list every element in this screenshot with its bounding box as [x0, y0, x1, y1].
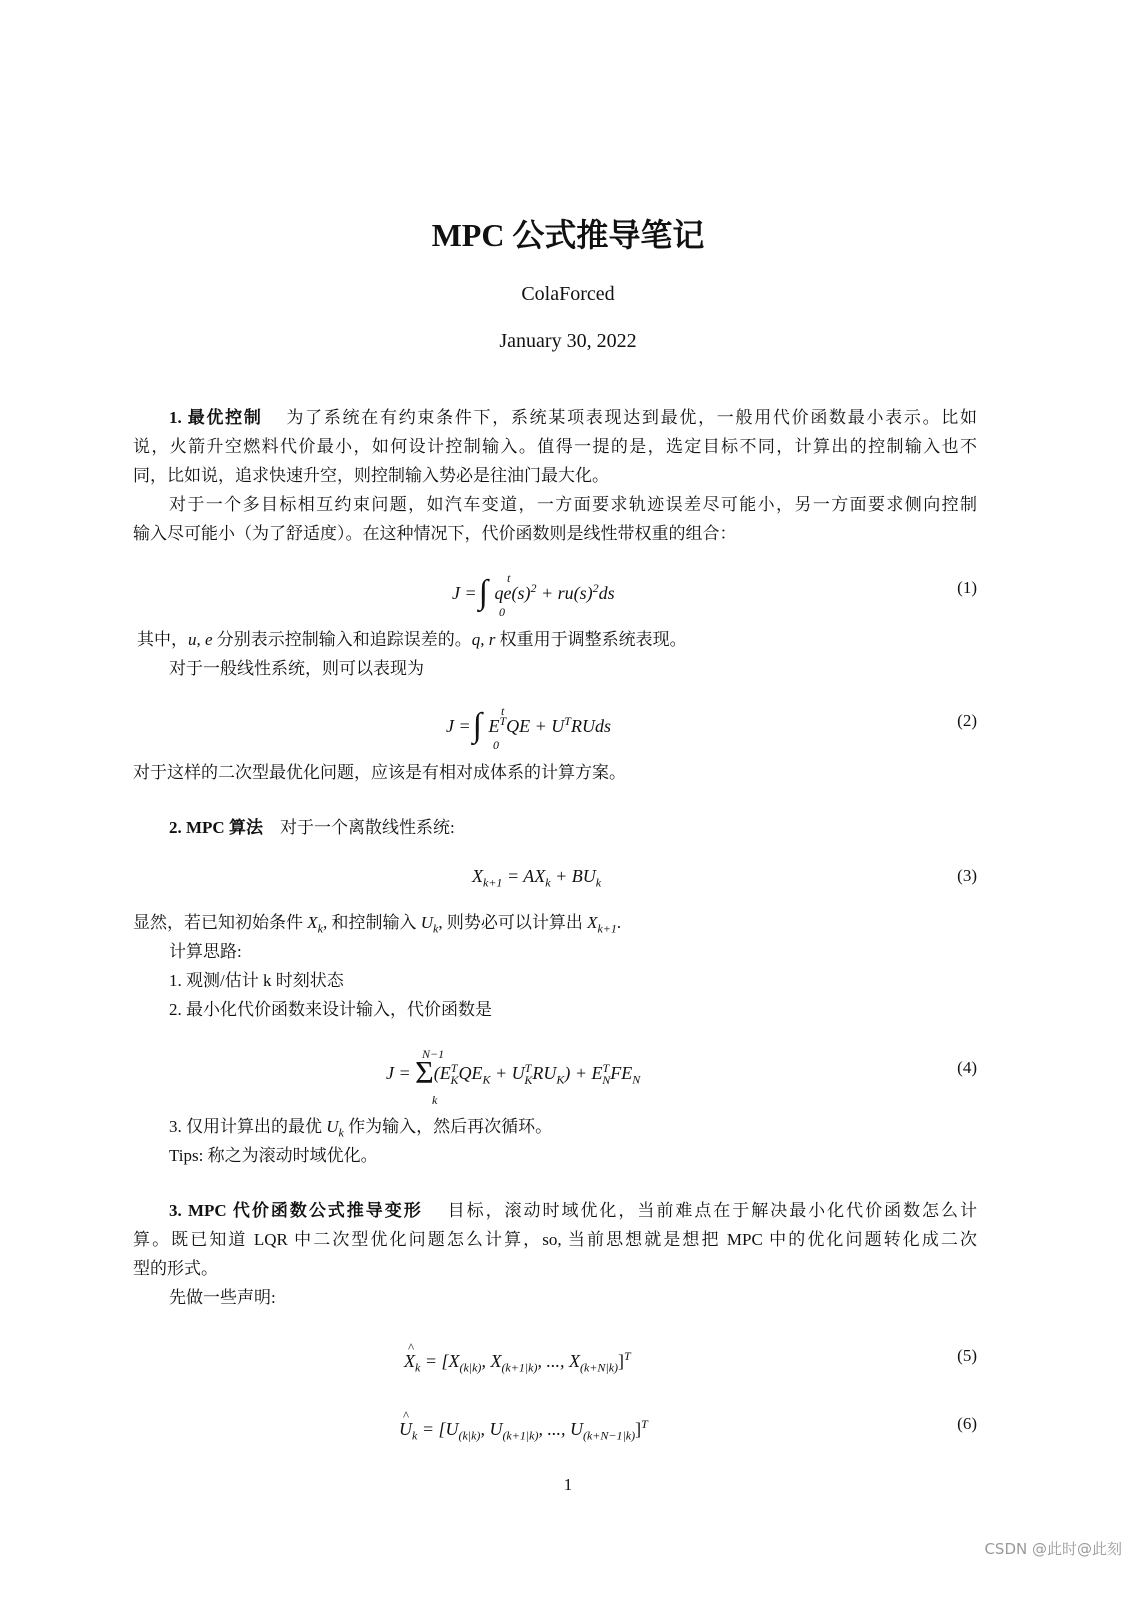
text-fragment: 0: [499, 605, 505, 619]
section-heading: 1. 最优控制: [169, 408, 263, 427]
page-number: 1: [563, 1475, 573, 1494]
text-fragment: k: [432, 1093, 438, 1107]
text-fragment: , ..., U: [538, 1419, 583, 1439]
text-fragment: (E: [433, 1063, 451, 1083]
text-fragment: ∫: [472, 707, 482, 744]
text-fragment: k: [412, 1428, 418, 1443]
text-fragment: K: [556, 1072, 565, 1087]
section-heading: 2. MPC 算法: [169, 818, 263, 837]
paragraph-line: 说，火箭升空燃料代价最小，如何设计控制输入。值得一提的是，选定目标不同，计算出的控制输入也不: [133, 437, 977, 456]
text-fragment: X: [307, 913, 318, 932]
text-fragment: , ..., X: [537, 1351, 580, 1371]
text-fragment: ]: [635, 1419, 642, 1439]
equation-1: [452, 571, 615, 619]
list-item: [169, 1115, 552, 1144]
text-fragment: RUds: [570, 716, 611, 736]
text-fragment: RU: [532, 1063, 557, 1083]
text-fragment: 作为输入，然后再次循环。: [343, 1117, 553, 1136]
text-fragment: , U: [480, 1419, 503, 1439]
date: January 30, 2022: [499, 330, 637, 352]
text-fragment: T: [564, 714, 571, 728]
text-fragment: 其中，: [137, 630, 188, 649]
text-fragment: , 和控制输入: [322, 913, 421, 932]
text-fragment: QE + U: [506, 716, 565, 736]
equation-number: (3): [957, 866, 977, 885]
text-fragment: (k+1|k): [501, 1360, 538, 1375]
paragraph-line: 型的形式。: [133, 1259, 218, 1278]
text-fragment: 0: [493, 738, 499, 752]
equation-number: (2): [957, 711, 977, 730]
text-fragment: k: [317, 921, 323, 936]
paragraph-line: 对于这样的二次型最优化问题，应该是有相对成体系的计算方案。: [133, 763, 626, 782]
text-fragment: T: [602, 1061, 610, 1075]
text-fragment: t: [507, 571, 511, 585]
text-fragment: T: [641, 1417, 648, 1431]
equation-number: (6): [957, 1414, 977, 1433]
text-fragment: qe(s): [494, 583, 531, 603]
text-fragment: U: [420, 913, 433, 932]
text-fragment: 对于一个离散线性系统:: [279, 818, 455, 837]
text-fragment: 目标，滚动时域优化，当前难点在于解决最小化代价函数怎么计: [447, 1201, 977, 1220]
text-fragment: T: [499, 714, 507, 728]
paragraph-line: [137, 628, 687, 652]
equation-6: [399, 1411, 648, 1449]
paragraph-line: [133, 1199, 977, 1223]
text-fragment: u, e: [188, 630, 213, 649]
list-item: 2. 最小化代价函数来设计输入，代价函数是: [169, 1000, 492, 1019]
text-fragment: , 则势必可以计算出: [438, 913, 588, 932]
text-fragment: T: [450, 1061, 458, 1075]
text-fragment: k: [338, 1125, 344, 1140]
paragraph-line: 同，比如说，追求快速升空，则控制输入势必是往油门最大化。: [133, 466, 609, 485]
text-fragment: ^ X: [404, 1348, 415, 1374]
text-fragment: (k+1|k): [502, 1428, 539, 1443]
equation-4: [386, 1047, 641, 1107]
text-fragment: K: [524, 1072, 533, 1087]
paragraph-line: 对于一个多目标相互约束问题，如汽车变道，一方面要求轨迹误差尽可能小，另一方面要求侧向控制: [169, 495, 977, 514]
text-fragment: N: [632, 1072, 641, 1087]
text-fragment: E: [488, 716, 500, 736]
text-fragment: (k|k): [458, 1428, 481, 1443]
document-title: MPC 公式推导笔记: [431, 217, 705, 253]
text-fragment: , X: [481, 1351, 502, 1371]
text-fragment: k: [595, 875, 602, 890]
section-heading: 3. MPC 代价函数公式推导变形: [169, 1201, 423, 1220]
text-fragment: + U: [490, 1063, 525, 1083]
text-fragment: ) + E: [564, 1063, 603, 1083]
text-fragment: 显然，若已知初始条件: [133, 913, 308, 932]
paragraph-line: 算。既已知道 LQR 中二次型优化问题怎么计算，so, 当前思想就是想把 MPC 中的优化问题转化成二次: [133, 1230, 977, 1249]
text-fragment: J =: [446, 716, 471, 736]
text-fragment: K: [450, 1072, 459, 1087]
text-fragment: (k|k): [459, 1360, 482, 1375]
text-fragment: t: [501, 704, 505, 718]
text-fragment: T: [524, 1061, 532, 1075]
text-fragment: k+1: [597, 921, 617, 936]
equation-3: [472, 863, 601, 896]
text-fragment: ∫: [478, 574, 488, 611]
equation-5: [404, 1343, 631, 1381]
text-fragment: 2: [530, 581, 537, 595]
text-fragment: q, r: [471, 630, 496, 649]
text-fragment: 权重用于调整系统表现。: [495, 630, 687, 649]
text-fragment: N−1: [422, 1047, 445, 1061]
text-fragment: k: [433, 921, 439, 936]
text-fragment: X: [587, 913, 598, 932]
text-fragment: ]: [618, 1351, 625, 1371]
equation-number: (1): [957, 578, 977, 597]
author: ColaForced: [521, 283, 615, 305]
text-fragment: ^ U: [399, 1416, 412, 1442]
text-fragment: ds: [598, 583, 615, 603]
watermark: CSDN @此时@此刻: [984, 1540, 1122, 1558]
equation-2: [446, 704, 611, 752]
text-fragment: QE: [458, 1063, 483, 1083]
text-fragment: N: [602, 1072, 611, 1087]
text: 为了系统在有约束条件下，系统某项表现达到最优，一般用代价函数最小表示。比如: [286, 408, 977, 427]
equation-number: (4): [957, 1058, 977, 1077]
text-fragment: 分别表示控制输入和追踪误差的。: [212, 630, 472, 649]
text-fragment: Σ: [415, 1054, 434, 1090]
text-fragment: J =: [386, 1063, 411, 1083]
text-fragment: k: [545, 875, 551, 890]
paragraph-line: [169, 816, 455, 840]
text-fragment: T: [624, 1349, 631, 1363]
text-fragment: (k+N|k): [579, 1360, 619, 1375]
paragraph-line: [133, 406, 977, 430]
text-fragment: K: [482, 1072, 491, 1087]
text-fragment: k: [415, 1360, 421, 1375]
text-fragment: J =: [452, 583, 477, 603]
text-fragment: + BU: [550, 866, 596, 886]
text-fragment: = [U: [417, 1419, 459, 1439]
paragraph-line: 先做一些声明:: [169, 1288, 276, 1307]
paragraph-line: 计算思路:: [169, 942, 242, 961]
text-fragment: + ru(s): [536, 583, 593, 603]
text-fragment: X: [472, 866, 483, 886]
paragraph-line: Tips: 称之为滚动时域优化。: [169, 1146, 378, 1165]
paragraph-line: [133, 911, 621, 940]
text-fragment: FE: [610, 1063, 633, 1083]
text-fragment: = AX: [502, 866, 546, 886]
text-fragment: U: [326, 1117, 339, 1136]
text-fragment: 2: [592, 581, 599, 595]
list-item: 1. 观测/估计 k 时刻状态: [169, 971, 344, 990]
text-fragment: (k+N−1|k): [582, 1428, 636, 1443]
paragraph-line: 对于一般线性系统，则可以表现为: [169, 659, 424, 678]
paragraph-line: 输入尽可能小（为了舒适度）。在这种情况下，代价函数则是线性带权重的组合：: [133, 524, 737, 543]
text-fragment: 3. 仅用计算出的最优: [169, 1117, 327, 1136]
text-fragment: = [X: [420, 1351, 460, 1371]
equation-number: (5): [957, 1346, 977, 1365]
text-fragment: k+1: [483, 875, 503, 890]
text-fragment: .: [616, 913, 622, 932]
